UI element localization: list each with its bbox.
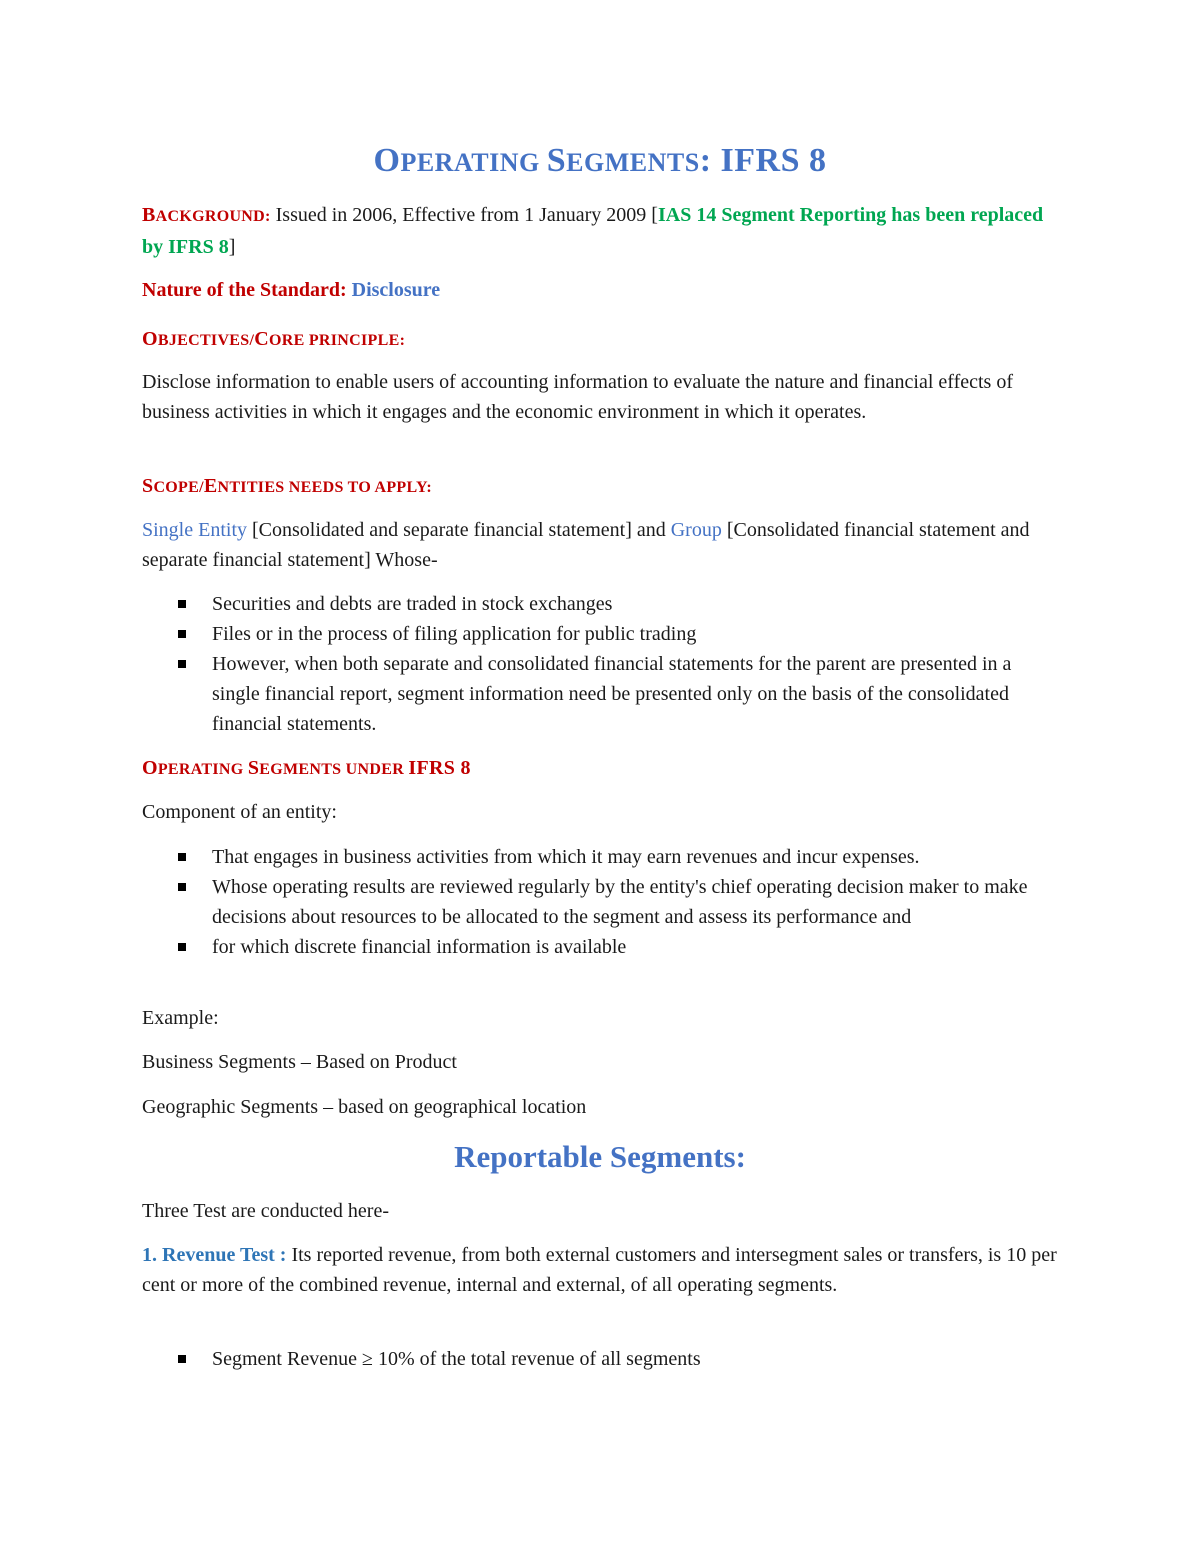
square-bullet-icon [178, 943, 186, 951]
square-bullet-icon [178, 1355, 186, 1363]
example-business: Business Segments – Based on Product [142, 1051, 457, 1073]
list-item: That engages in business activities from which it may earn revenues and incur expenses. [142, 842, 1062, 872]
example-geographic: Geographic Segments – based on geographical location [142, 1096, 587, 1118]
background-paragraph [142, 200, 1062, 262]
title-part: O [373, 142, 401, 179]
square-bullet-icon [178, 600, 186, 608]
revenue-test-label: 1. Revenue Test : [142, 1244, 287, 1266]
operating-intro: Component of an entity: [142, 801, 337, 823]
revenue-test-text: Its reported revenue, from both external customers and intersegment sales or transfers, is 10 per cent or more of the combined revenue, internal and external, of all operating segments. [142, 1244, 1057, 1296]
nature-label: Nature of the Standard: [142, 279, 347, 301]
reportable-list [142, 1344, 1062, 1374]
objectives-heading: OBJECTIVES/CORE PRINCIPLE: [142, 328, 406, 350]
background-text: Issued in 2006, Effective from 1 January 2009 [ [270, 204, 658, 226]
square-bullet-icon [178, 660, 186, 668]
operating-heading: OPERATING SEGMENTS UNDER IFRS 8 [142, 757, 471, 779]
scope-text: [Consolidated financial statement and separate financial statement] Whose- [142, 519, 1030, 571]
title-part: S [546, 142, 567, 179]
list-item: Whose operating results are reviewed regularly by the entity's chief operating decision maker to make decisions about resources to be allocated to the segment and assess its performance and [142, 872, 1062, 932]
nature-paragraph [142, 275, 1062, 305]
group-term: Group [670, 519, 722, 541]
title-part: : IFRS 8 [699, 142, 827, 179]
square-bullet-icon [178, 630, 186, 638]
page-title [0, 142, 1200, 180]
scope-heading: SCOPE/ENTITIES NEEDS TO APPLY: [142, 475, 433, 497]
square-bullet-icon [178, 853, 186, 861]
title-part: PERATING [400, 148, 547, 177]
revenue-test-paragraph [142, 1240, 1062, 1300]
background-highlight: IAS 14 Segment Reporting has been replaced by IFRS 8 [142, 204, 1044, 258]
nature-value: Disclosure [351, 279, 441, 301]
scope-paragraph [142, 515, 1062, 575]
list-item: However, when both separate and consolidated financial statements for the parent are presented in a single financial report, segment information need be presented only on the basis of the consolidated financial statements. [142, 649, 1062, 739]
list-item: Securities and debts are traded in stock exchanges [142, 589, 1062, 619]
reportable-heading: Reportable Segments: [454, 1139, 746, 1174]
example-label: Example: [142, 1007, 219, 1029]
scope-text: [Consolidated and separate financial statement] and [247, 519, 671, 541]
objectives-text: Disclose information to enable users of accounting information to evaluate the nature and financial effects of business activities in which it engages and the economic environment in which it operates. [142, 371, 1013, 423]
operating-list [142, 842, 1062, 962]
list-item: Files or in the process of filing application for public trading [142, 619, 1062, 649]
list-item: for which discrete financial information is available [142, 932, 1062, 962]
reportable-intro: Three Test are conducted here- [142, 1200, 389, 1222]
scope-list [142, 589, 1062, 739]
square-bullet-icon [178, 883, 186, 891]
list-item: Segment Revenue ≥ 10% of the total revenue of all segments [142, 1344, 1062, 1374]
background-close: ] [228, 236, 236, 258]
title-part: EGMENTS [566, 148, 700, 177]
single-entity-term: Single Entity [142, 519, 247, 541]
background-label: BACKGROUND: [142, 204, 271, 226]
